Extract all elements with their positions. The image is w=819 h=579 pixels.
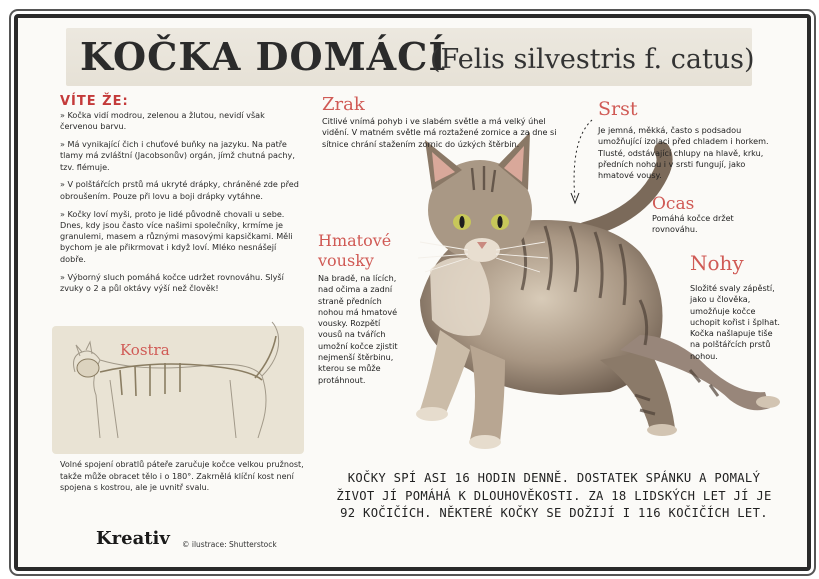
srst-title: Srst [598, 98, 638, 120]
zrak-title: Zrak [322, 94, 365, 115]
fact-item: » Výborný sluch pomáhá kočce udržet rovnováhu. Slyší zvuky o 2 a půl oktávy výší než člověk! [60, 271, 284, 293]
nohy-title: Nohy [690, 251, 744, 275]
ocas-text: Pomáhá kočce držet rovnováhu. [652, 213, 734, 235]
zrak-text: Citlivé vnímá pohyb i ve slabém světle a má velký úhel vidění. V matném světle má roztažené zornice a za dne si sítnice chrání stažením zornic do úzkých štěrbin. [322, 116, 557, 149]
illustration-credit: © ilustrace: Shutterstock [182, 540, 277, 549]
fact-item: » V polštářcích prstů má ukryté drápky, chráněné zde před obroušením. Pouze při lovu a boji drápky vytáhne. [60, 179, 299, 201]
latin-name: (Felis silvestris f. catus) [430, 44, 755, 75]
fact-item: » Má vynikající čich i chuťové buňky na jazyku. Na patře tlamy má zvláštní (Jacobsonův) orgán, jímž chutná pachy, tzv. flémuje. [60, 139, 295, 172]
nohy-text: Složité svaly zápěstí, jako u člověka, umožňuje kočce uchopit kořist i šplhat. Kočka našlapuje tiše na polštářcích prstů nohou. [690, 283, 780, 361]
page-title: KOČKA DOMÁCÍ [80, 34, 448, 79]
facts-heading: VÍTE ŽE: [60, 94, 129, 109]
srst-text: Je jemná, měkká, často s podsadou umožňující izolaci před chladem i horkem. Tlusté, odstávající chlupy na hlavě, krku, předních nohou i v srsti fungují, jako hmatové vousy. [598, 125, 769, 181]
skeleton-title: Kostra [120, 341, 170, 359]
vousky-title: vousky [318, 251, 374, 270]
brand-logo: Kreativ [96, 528, 170, 549]
hmatove-title: Hmatové [318, 231, 392, 250]
hmatove-text: Na bradě, na lících, nad očima a zadní straně předních nohou má hmatové vousky. Rozpětí vousů na tvářích umožní kočce zjistit nejmenší štěrbinu, kterou se může protáhnout. [318, 273, 398, 385]
fact-item: » Kočky loví myši, proto je lidé původně chovali u sebe. Dnes, kdy jsou často více našimi společníky, krmíme je granulemi, masem a různými masovými kapsičkami. Měli bychom je ale přikrmovat i když loví. Mléko nesnášejí dobře. [60, 208, 293, 264]
ocas-title: Ocas [652, 194, 695, 214]
skeleton-text: Volné spojení obratlů páteře zaručuje kočce velkou pružnost, takže může obracet tělo i o 180°. Zakrnělá klíční kost není spojena s kostrou, ale je uvnitř svalu. [60, 460, 304, 492]
fact-item: » Kočka vidí modrou, zelenou a žlutou, nevidí však červenou barvu. [60, 110, 265, 132]
sleep-fact: KOČKY SPÍ ASI 16 HODIN DENNĚ. DOSTATEK SPÁNKU A POMALÝ ŽIVOT JÍ POMÁHÁ K DLOUHOVĚKOSTI. ZA 18 LIDSKÝCH LET JÍ JE 92 KOČIČÍCH. NĚKTERÉ KOČKY SE DOŽIJÍ I 116 KOČIČÍCH LET. [336, 471, 772, 521]
